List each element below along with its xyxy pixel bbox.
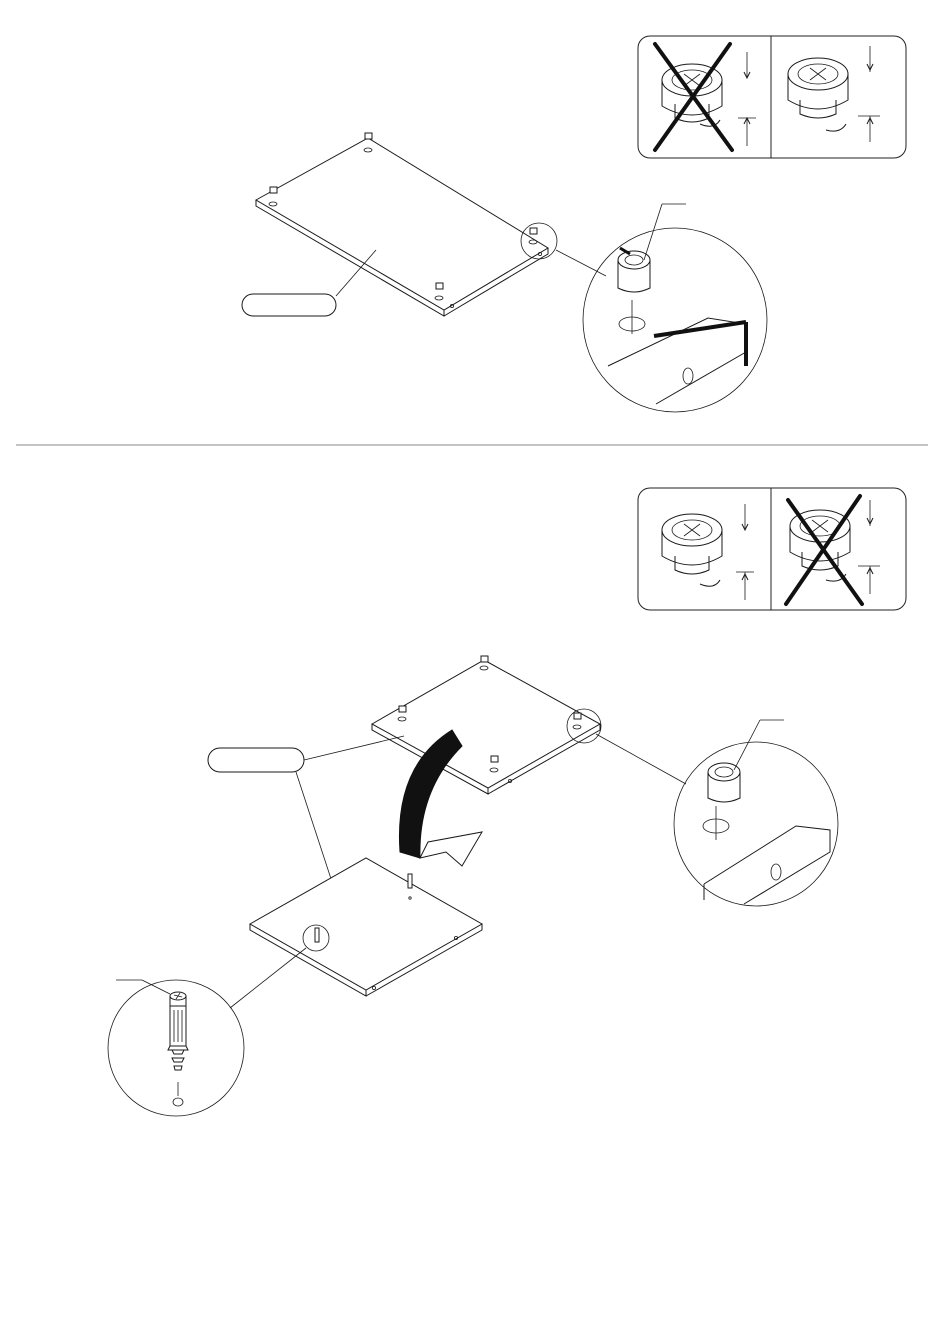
cam-lock-icon (708, 763, 740, 802)
board-panel-b-lower (250, 858, 482, 996)
board-panel-a (256, 133, 557, 316)
cam-lock-wrong-icon (655, 44, 756, 150)
cam-lock-correct-icon (788, 46, 880, 142)
zoom-detail-b-left (108, 948, 306, 1116)
cam-check-panel-top (638, 36, 906, 158)
dowel-pin-icon (315, 928, 319, 942)
zoom-detail-b-right (596, 720, 838, 906)
cam-check-panel-bottom (638, 488, 906, 610)
zoom-detail-a (556, 204, 767, 412)
step-b (108, 488, 906, 1116)
step-a (242, 36, 906, 412)
cam-lock-wrong-icon (786, 496, 880, 604)
cam-lock-correct-icon (662, 504, 754, 600)
board-panel-b-upper (372, 656, 601, 794)
dowel-screw-icon (168, 992, 188, 1070)
cam-lock-icon (618, 248, 650, 292)
part-label-pill-a (242, 250, 376, 316)
